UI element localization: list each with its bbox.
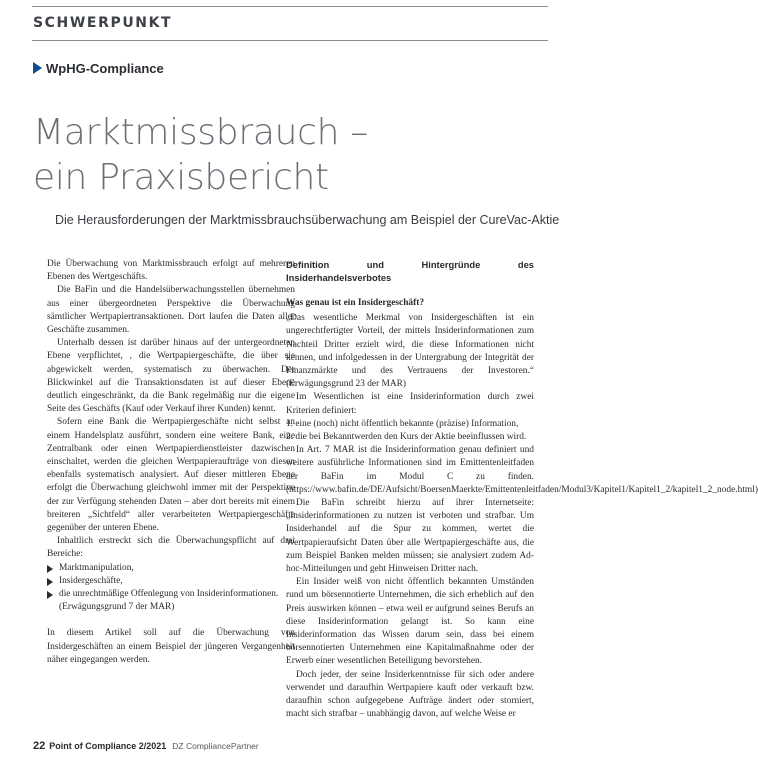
paragraph: Die Überwachung von Marktmissbrauch erfolgt auf mehreren Ebenen des Wertgeschäfts.: [47, 259, 295, 283]
list-item: Marktmanipulation,: [47, 562, 295, 575]
section-heading: Definition und Hintergründe des Insiderhandelsverbotes: [286, 259, 534, 283]
paragraph: Doch jeder, der seine Insiderkenntnisse für sich oder andere verwendet und daraufhin Wertpapiere kauft oder verkauft bzw. daraufhin schon aufgegebene Aufträge ändert oder storniert, macht sich strafbar – unabhängig davon, auf welche Weise er: [286, 669, 534, 720]
header-rule: [32, 40, 548, 41]
article-subtitle: Die Herausforderungen der Marktmissbrauchsüberwachung am Beispiel der CureVac-Aktie: [55, 213, 560, 227]
bullet-triangle-icon: [47, 578, 53, 586]
article-title-line1: Marktmissbrauch –: [33, 112, 368, 153]
list-item: Insidergeschäfte,: [47, 575, 295, 588]
bullet-triangle-icon: [47, 565, 53, 573]
page-number: 22: [33, 740, 46, 752]
top-rule: [32, 6, 548, 7]
paragraph: Die BaFin schreibt hierzu auf ihrer Internetseite: „Insiderinformationen zu nutzen ist verboten und strafbar. Um Insiderhandel auf die Spur zu kommen, wertet die Wertpapieraufsicht Daten über alle Wertpapiergeschäfte aus, die zum Beispiel Banken melden müssen; sie analysiert zudem Ad-hoc-Mitteilungen und geht Hinweisen Dritter nach.: [286, 498, 534, 575]
right-column: [286, 258, 758, 722]
publisher-name: DZ CompliancePartner: [172, 741, 259, 751]
paragraph: Inhaltlich erstreckt sich die Überwachungspflicht auf drei Bereiche:: [47, 536, 295, 560]
subheading: Was genau ist ein Insidergeschäft?: [286, 298, 425, 308]
paragraph: Ein Insider weiß von nicht öffentlich bekannten Umständen rund um börsennotierte Unternehmen, die sich erheblich auf den Preis auswirken können – etwa weil er aufgrund seines Berufs an diese Insiderinformation gelangt ist. So kann eine Insiderinformation das Wissen darum sein, dass bei einem börsennotierten Unternehmen eine Kapitalmaßnahme oder der Erwerb einer wesentlichen Beteiligung bevorstehen.: [286, 577, 534, 667]
article-title-line2: ein Praxisbericht: [33, 157, 329, 198]
criterion-item: 2. die bei Bekanntwerden den Kurs der Aktie beeinflussen wird.: [286, 432, 527, 443]
criterion-item: 1. eine (noch) nicht öffentlich bekannte (präzise) Information,: [286, 418, 519, 429]
topic-label: [33, 61, 553, 79]
paragraph: „Das wesentliche Merkmal von Insidergeschäften ist ein ungerechtfertigter Vorteil, der mittels Insiderinformationen zum Nachteil Dritter erzielt wird, die diese Informationen nicht kennen, und infolgedessen in der Untergrabung der Integrität der Finanzmärkte und des Vertrauens der Investoren.“ (Erwägungsgrund 23 der MAR): [286, 313, 534, 390]
paragraph: In Art. 7 MAR ist die Insiderinformation genau definiert und weitere ausführliche Informationen sind im Emittentenleitfaden der BaFin im Modul C zu finden. (https://www.bafin.de/DE/Aufsicht/BoersenMaerkte/Emittentenleitfaden/Modul3/Kapitel1/Kapitel1_2/kapitel1_2_node.html): [286, 445, 758, 495]
paragraph: Unterhalb dessen ist darüber hinaus auf der untergeordneten Ebene verpflichtet, , die Wertpapiergeschäfte, die über sie abgewickelt werden, systematisch zu überwachen. Der Blickwinkel auf die Transaktionsdaten ist auf dieser Ebene deutlich eingeschränkt, da die Bank regelmäßig nur die eigene Seite des Geschäfts (Kauf oder Verkauf ihrer Kunden) kennt.: [47, 338, 295, 415]
play-triangle-icon: [33, 62, 42, 74]
paragraph: In diesem Artikel soll auf die Überwachung von Insidergeschäften an einem Beispiel der jüngeren Vergangenheit näher eingegangen werden.: [47, 628, 295, 665]
section-label: SCHWERPUNKT: [33, 15, 173, 31]
topic-text: WpHG-Compliance: [46, 61, 164, 76]
left-column: [47, 258, 295, 667]
article-title: [33, 110, 553, 200]
scope-list: [47, 562, 295, 615]
paragraph: Im Wesentlichen ist eine Insiderinformation durch zwei Kriterien definiert:: [286, 392, 534, 416]
page-footer: [33, 740, 553, 752]
magazine-name: Point of Compliance 2/2021: [49, 741, 167, 751]
list-item: die unrechtmäßige Offenlegung von Insiderinformationen. (Erwägungsgrund 7 der MAR): [47, 588, 295, 614]
paragraph: Die BaFin und die Handelsüberwachungsstellen übernehmen aus einer übergeordneten Perspektive die Überwachung sämtlicher Wertpapiertransaktionen. Dort laufen die Daten aller Geschäfte zusammen.: [47, 285, 295, 336]
paragraph: Sofern eine Bank die Wertpapiergeschäfte nicht selbst an einem Handelsplatz ausführt, sondern eine weitere Bank, eine Zentralbank oder einen Wertpapierdienstleister dazwischen einschaltet, werden die gleichen Wertpapieraufträge von diesen ebenfalls systematisch analysiert. Auf dieser mittleren Ebene erfolgt die Überwachung gleichwohl immer mit der Perspektive der zur Verfügung stehenden Daten – aber dort bereits mit einem breiteren „Sichtfeld“ aller verarbeiteten Wertpapiergeschäfte gegenüber der unteren Ebene.: [47, 417, 295, 534]
bullet-triangle-icon: [47, 591, 53, 599]
